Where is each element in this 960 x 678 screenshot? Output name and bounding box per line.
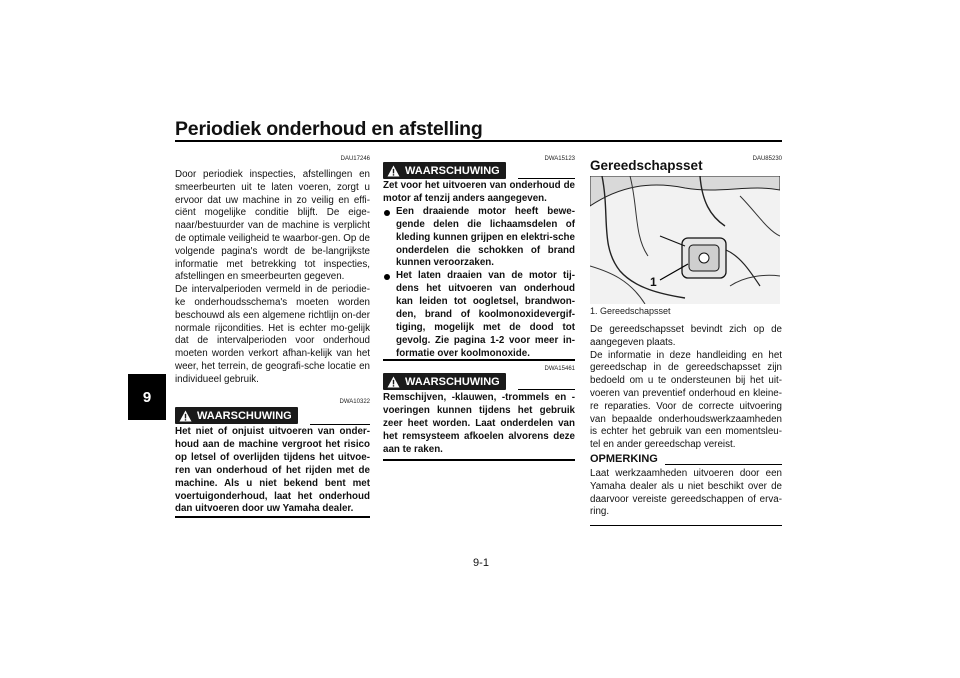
warning-end-rule bbox=[383, 459, 575, 461]
section-code: DAU17246 bbox=[340, 156, 370, 162]
page-number: 9-1 bbox=[473, 557, 489, 569]
note-header-line bbox=[665, 464, 782, 465]
warning-list bbox=[383, 206, 575, 361]
note-end-rule bbox=[590, 525, 782, 526]
warning-badge bbox=[383, 162, 506, 179]
warning-label: WAARSCHUWING bbox=[405, 164, 500, 177]
toolkit-paragraph: De gereedschapsset bevindt zich op de aangegeven plaats. bbox=[590, 324, 782, 348]
warning-triangle-icon bbox=[179, 410, 192, 422]
interval-paragraph: De intervalperioden vermeld in de periodie-ke onderhoudsschema's moeten worden beschouwd als een algemene richtlijn on-der normale rijcondities. Het is echter mo-gelijk dat de intervalperioden voor onderhoud moeten worden verkort afhan-kelijk van het weer, het terrein, de geografi-sche locatie en individueel gebruik. bbox=[175, 284, 370, 385]
header-rule bbox=[175, 140, 782, 142]
note-text: Laat werkzaamheden uitvoeren door een Yamaha dealer als u niet beschikt over de daarvoor vereiste gereedschappen of erva-ring. bbox=[590, 468, 782, 518]
warning-code: DWA10322 bbox=[339, 399, 370, 405]
figure-caption: 1. Gereedschapsset bbox=[590, 306, 671, 316]
figure-callout: 1 bbox=[650, 275, 657, 289]
warning-label: WAARSCHUWING bbox=[405, 375, 500, 388]
warning-content bbox=[383, 180, 575, 361]
warning-badge bbox=[175, 407, 298, 424]
section-code: DAU85230 bbox=[752, 156, 782, 162]
intro-text bbox=[175, 169, 370, 387]
toolkit-illustration bbox=[590, 176, 780, 304]
warning-end-rule bbox=[175, 516, 370, 518]
warning-label: WAARSCHUWING bbox=[197, 409, 292, 422]
warning-header-line bbox=[518, 178, 575, 179]
toolkit-photo bbox=[590, 176, 780, 304]
warning-header-line bbox=[518, 389, 575, 390]
warning-list-item: Een draaiende motor heeft bewe-gende delen die lichaamsdelen of kleding kunnen grijpen en elektri-sche onderdelen die schokken of brand kunnen veroorzaken. bbox=[383, 206, 575, 271]
warning-list-item: Het laten draaien van de motor tij-dens het uitvoeren van onderhoud kan leiden tot oogletsel, brandwon-den, brand of koolmonoxidevergif-tiging, mogelijk met de dood tot gevolg. Zie pagina 1-2 voor meer in-formatie over koolmonoxide. bbox=[383, 270, 575, 360]
warning-text: Het niet of onjuist uitvoeren van onder-houd aan de machine vergroot het risico op letsel of overlijden tijdens het uitvoe-ren van onderhoud of het rijden met de machine. Als u niet bekend bent met voertuigonderhoud, laat het onderhoud dan uitvoeren door uw Yamaha dealer. bbox=[175, 426, 370, 515]
warning-text: Remschijven, -klauwen, -trommels en -voeringen kunnen tijdens het gebruik zeer heet worden. Laat onderdelen van het remsysteem afkoelen alvorens deze aan te raken. bbox=[383, 392, 575, 455]
warning-triangle-icon bbox=[387, 376, 400, 388]
warning-code: DWA15123 bbox=[544, 156, 575, 162]
warning-intro: Zet voor het uitvoeren van onderhoud de motor af tenzij anders aangegeven. bbox=[383, 180, 575, 204]
chapter-tab: 9 bbox=[128, 374, 166, 420]
warning-header-line bbox=[310, 424, 370, 425]
toolkit-text bbox=[590, 324, 782, 452]
warning-triangle-icon bbox=[387, 165, 400, 177]
note-title: OPMERKING bbox=[590, 453, 658, 465]
warning-end-rule bbox=[383, 359, 575, 361]
warning-code: DWA15461 bbox=[544, 366, 575, 372]
toolkit-paragraph: De informatie in deze handleiding en het gereedschap in de gereedschapsset zijn bedoeld om u te ondersteunen bij het uit-voeren van preventief onderhoud en kleine-re reparaties. Voor de correcte uitvoering van bepaalde onderhoudswerkzaamheden is echter het gebruik van een momentsleu-tel en ander gereedschap vereist. bbox=[590, 349, 782, 451]
page-title: Periodiek onderhoud en afstelling bbox=[175, 118, 483, 140]
section-title: Gereedschapsset bbox=[590, 158, 703, 173]
warning-badge bbox=[383, 373, 506, 390]
intro-paragraph: Door periodiek inspecties, afstellingen en smeerbeurten uit te laten voeren, zorgt u ervoor dat uw machine in zo veilig en effi-ciënt mogelijke conditie blijft. De eige-naar/bestuurder van de machine is verplicht de optimale veiligheid te waarbor-gen. Op de volgende pagina's wordt de be-langrijkste informatie met betrekking tot inspecties, afstellingen en smeerbeurten gegeven. bbox=[175, 169, 370, 283]
